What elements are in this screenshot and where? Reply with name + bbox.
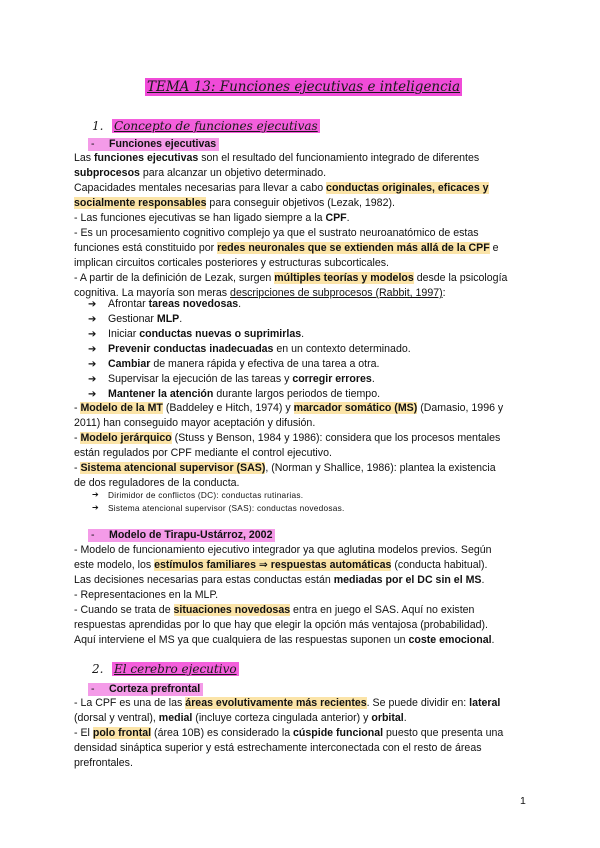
arrow-right-icon: ➔	[88, 314, 97, 325]
section-title: El cerebro ejecutivo	[114, 662, 237, 676]
list-item: ➔ Mantener la atención durante largos periodos de tiempo.	[88, 388, 381, 400]
list-item: ➔ Prevenir conductas inadecuadas en un contexto determinado.	[88, 343, 411, 355]
subheading-tirapu: - Modelo de Tirapu-Ustárroz, 2002	[88, 529, 275, 542]
list-item: ➔ Afrontar tareas novedosas.	[88, 298, 242, 310]
page-number: 1	[520, 795, 526, 807]
section-number: 2.	[92, 662, 104, 676]
paragraph-tirapu: - Modelo de funcionamiento ejecutivo integrador ya que aglutina modelos previos. Según este modelo, los estímulos familiares ⇒ respuestas automáticas (conducta habitual). Las decisiones necesarias para estas conductas están mediadas por el DC sin el MS. - Representaciones en la MLP. - Cuando se trata de situaciones novedosas entra en juego el SAS. Aquí no existen respuestas aprendidas por lo que hay que elegir la opción más ventajosa (probabilidad). Aquí interviene el MS ya que cualquiera de las respuestas suponen un coste emocional.	[74, 544, 495, 646]
list-item: ➔ Cambiar de manera rápida y efectiva de una tarea a otra.	[88, 358, 380, 370]
arrow-right-icon: ➔	[88, 389, 97, 400]
arrow-right-icon: ➔	[88, 329, 97, 340]
paragraph-definition: Las funciones ejecutivas son el resultado del funcionamiento integrado de diferentes subprocesos para alcanzar un objetivo determinado. Capacidades mentales necesarias para llevar a cabo conductas originales, eficaces y socialmente responsables para conseguir objetivos (Lezak, 1982). - Las funciones ejecutivas se han ligado siempre a la CPF. - Es un procesamiento cognitivo complejo ya que el sustrato neuroanatómico de estas funciones está constituido por redes neuronales que se extienden más allá de la CPF e implican circuitos corticales posteriores y estructuras subcorticales. - A partir de la definición de Lezak, surgen múltiples teorías y modelos desde la psicología cognitiva. La mayoría son meras descripciones de subprocesos (Rabbit, 1997):	[74, 152, 508, 299]
section-heading-1	[92, 118, 320, 134]
arrow-right-icon: ➔	[88, 359, 97, 370]
section-number: 1.	[92, 119, 104, 133]
list-item: ➔ Sistema atencional supervisor (SAS): conductas novedosas.	[92, 503, 345, 513]
list-item: ➔ Dirimidor de conflictos (DC): conductas rutinarias.	[92, 490, 304, 500]
list-item: ➔ Supervisar la ejecución de las tareas y corregir errores.	[88, 373, 375, 385]
arrow-right-icon: ➔	[88, 344, 97, 355]
arrow-right-icon: ➔	[92, 490, 99, 499]
list-item: ➔ Iniciar conductas nuevas o suprimirlas.	[88, 328, 305, 340]
arrow-right-icon: ➔	[92, 503, 99, 512]
arrow-right-icon: ➔	[88, 374, 97, 385]
paragraph-cpf: - La CPF es una de las áreas evolutivamente más recientes. Se puede dividir en: lateral (dorsal y ventral), medial (incluye corteza cingulada anterior) y orbital. - El polo frontal (área 10B) es considerado la cúspide funcional puesto que presenta una densidad sináptica superior y está estrechamente interconectada con el resto de áreas prefrontales.	[74, 697, 504, 769]
section-title: Concepto de funciones ejecutivas	[114, 119, 318, 133]
document-title: TEMA 13: Funciones ejecutivas e inteligencia	[147, 79, 461, 95]
arrow-right-icon: ➔	[88, 299, 97, 310]
list-item: ➔ Gestionar MLP.	[88, 313, 183, 325]
subheading-corteza: - Corteza prefrontal	[88, 683, 203, 696]
paragraph-models: - Modelo de la MT (Baddeley e Hitch, 1974) y marcador somático (MS) (Damasio, 1996 y 2011) han conseguido mayor aceptación y difusión. - Modelo jerárquico (Stuss y Benson, 1984 y 1986): considera que los procesos mentales están regulados por CPF mediante el control ejecutivo. - Sistema atencional supervisor (SAS), (Norman y Shallice, 1986): plantea la existencia de dos reguladores de la conducta.	[74, 402, 504, 489]
subheading-funciones: - Funciones ejecutivas	[88, 138, 219, 151]
section-heading-2	[92, 661, 239, 677]
